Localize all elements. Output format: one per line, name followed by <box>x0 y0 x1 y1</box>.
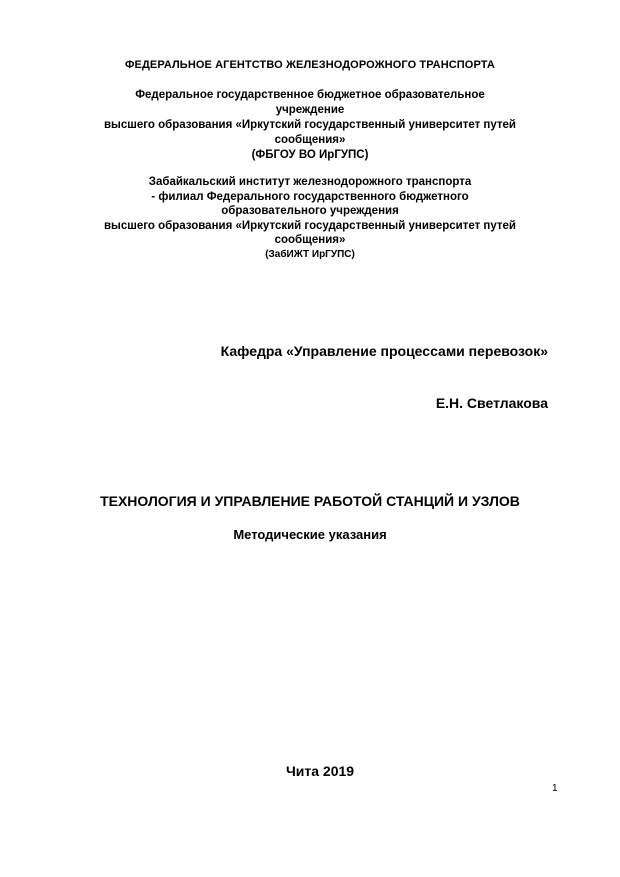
department-name: Кафедра «Управление процессами перевозок» <box>220 343 548 359</box>
institute-block <box>60 175 560 262</box>
university-block <box>60 88 560 163</box>
university-line: Федеральное государственное бюджетное образовательное <box>135 89 485 101</box>
institute-line: образовательного учреждения <box>221 205 399 217</box>
city-year: Чита 2019 <box>285 763 355 779</box>
university-line: высшего образования «Иркутский государственный университет путей <box>103 119 516 131</box>
author-name: Е.Н. Светлакова <box>435 395 548 411</box>
document-subtitle: Методические указания <box>233 527 387 542</box>
university-line: сообщения» <box>274 134 346 146</box>
institute-line: высшего образования «Иркутский государственный университет путей <box>103 219 516 232</box>
agency-name: ФЕДЕРАЛЬНОЕ АГЕНТСТВО ЖЕЛЕЗНОДОРОЖНОГО ТРАНСПОРТА <box>125 59 495 71</box>
university-line: учреждение <box>275 104 345 116</box>
agency-heading <box>60 59 560 71</box>
institute-abbreviation: (ЗабИЖТ ИрГУПС) <box>265 248 355 260</box>
institute-line: Забайкальский институт железнодорожного транспорта <box>148 176 472 188</box>
page-number: 1 <box>552 783 558 794</box>
institute-line: - филиал Федерального государственного бюджетного <box>151 190 469 203</box>
institute-line: сообщения» <box>274 234 346 246</box>
university-abbreviation: (ФБГОУ ВО ИрГУПС) <box>251 149 369 161</box>
document-title: ТЕХНОЛОГИЯ И УПРАВЛЕНИЕ РАБОТОЙ СТАНЦИЙ И УЗЛОВ <box>100 493 520 509</box>
